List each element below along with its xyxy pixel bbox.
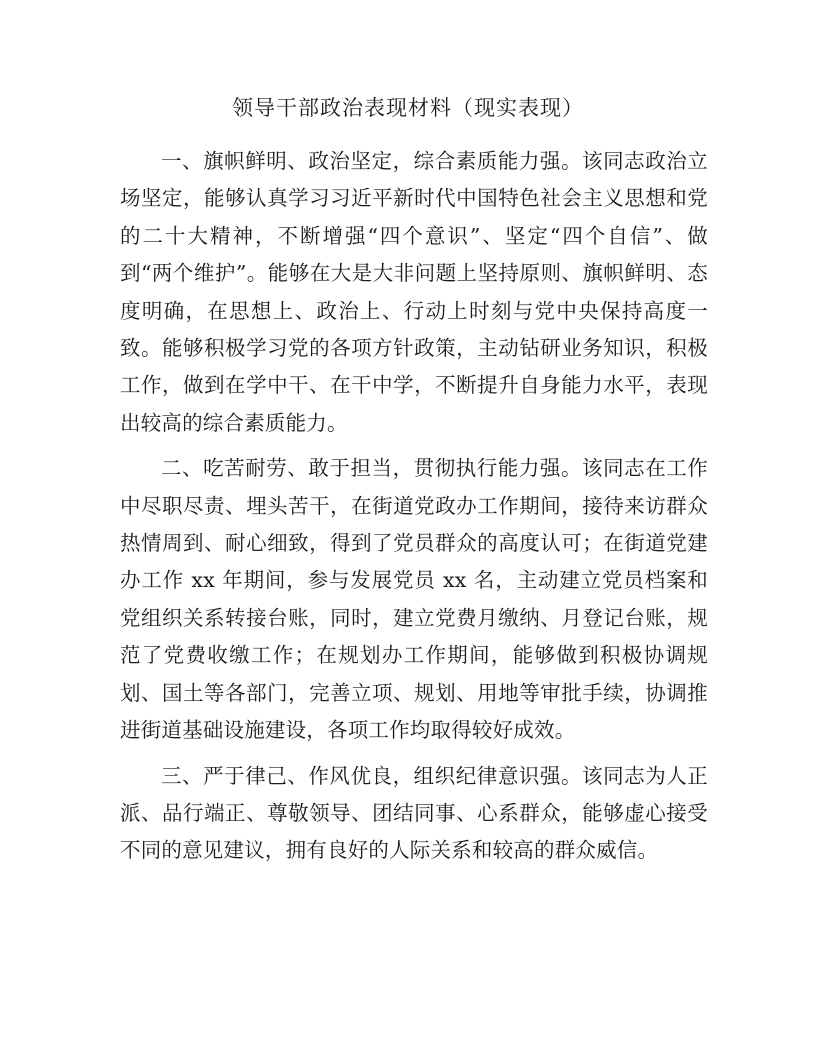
document-title: 领导干部政治表现材料（现实表现） <box>232 96 584 120</box>
paragraph-political-stance: 一、旗帜鲜明、政治坚定，综合素质能力强。该同志政治立场坚定，能够认真学习习近平新时代中国特色社会主义思想和党的二十大精神，不断增强“四个意识”、坚定“四个自信”、做到“两个维护”。能够在大是大非问题上坚持原则、旗帜鲜明、态度明确，在思想上、政治上、行动上时刻与党中央保持高度一致。能够积极学习党的各项方针政策，主动钻研业务知识，积极工作，做到在学中干、在干中学，不断提升自身能力水平，表现出较高的综合素质能力。 <box>120 149 708 435</box>
paragraph-discipline: 三、严于律己、作风优良，组织纪律意识强。该同志为人正派、品行端正、尊敬领导、团结同事、心系群众，能够虚心接受不同的意见建议，拥有良好的人际关系和较高的群众威信。 <box>120 763 708 863</box>
document-body <box>120 143 708 878</box>
paragraph-work-execution: 二、吃苦耐劳、敢于担当，贯彻执行能力强。该同志在工作中尽职尽责、埋头苦干，在街道党政办工作期间，接待来访群众热情周到、耐心细致，得到了党员群众的高度认可；在街道党建办工作 xx 年期间，参与发展党员 xx 名，主动建立党员档案和党组织关系转接台账，同时，建立党费月缴纳、月登记台账，规范了党费收缴工作；在规划办工作期间，能够做到积极协调规划、国土等各部门，完善立项、规划、用地等审批手续，协调推进街道基础设施建设，各项工作均取得较好成效。 <box>120 456 708 743</box>
